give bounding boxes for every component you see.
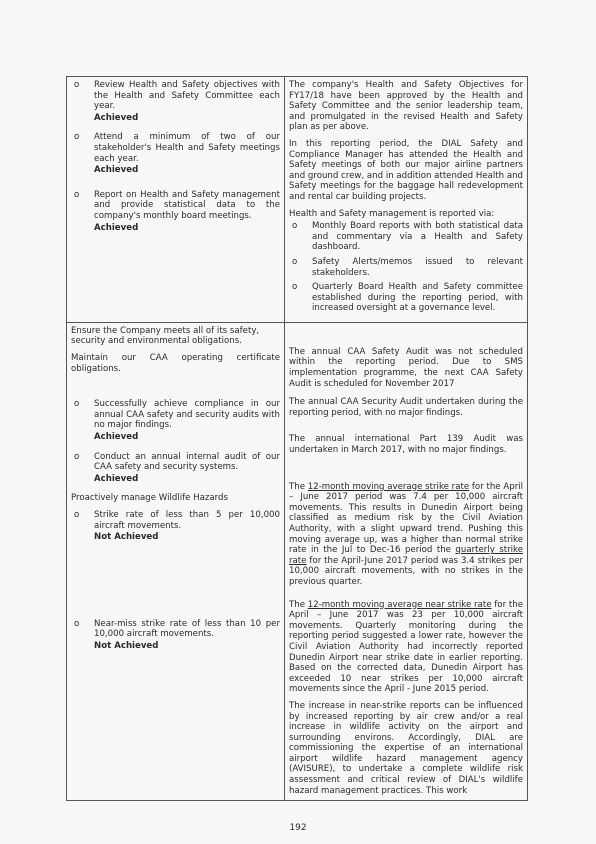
bullet-icon: o — [74, 451, 80, 462]
section-heading: Proactively manage Wildlife Hazards — [71, 493, 228, 504]
status-label: Achieved — [94, 165, 139, 176]
result-text: In this reporting period, the DIAL Safety and Compliance Manager has attended the Health and Safety meetings of both our major airline partners and ground crew, and in addition attended Health and Safety meetings for the baggage hall redevelopment and rental car building projects. — [289, 138, 523, 202]
bullet-icon: o — [74, 189, 80, 200]
status-label: Not Achieved — [94, 640, 159, 651]
status-label: Achieved — [94, 473, 139, 484]
table-row — [67, 77, 528, 323]
text-run: The — [289, 481, 308, 492]
underlined-term: quarterly strike rate — [289, 545, 523, 566]
results-cell — [285, 77, 528, 323]
objectives-table — [66, 76, 528, 801]
text-run: for the April-June 2017 period was 3.4 strikes per 10,000 aircraft movements, with no strikes in the previous quarter. — [289, 555, 523, 587]
objectives-cell — [67, 77, 285, 323]
text-run: for the April – June 2017 was 23 per 10,000 aircraft movements. Quarterly monitoring during the reporting period suggested a lower rate, however the Civil Aviation Authority had incorrectly reported Dunedin Airport near strike date in earlier reporting. Based on the corrected data, Dunedin Airport has exceeded 10 near strikes per 10,000 aircraft movements since the April - June 2015 period. — [289, 599, 523, 695]
objective-text: Strike rate of less than 5 per 10,000 aircraft movements. — [94, 510, 280, 531]
status-label: Achieved — [94, 222, 139, 233]
bullet-icon: o — [74, 510, 80, 520]
bullet-icon: o — [292, 256, 298, 267]
results-cell — [285, 322, 528, 800]
list-item — [289, 221, 523, 253]
list-item — [71, 399, 280, 442]
underlined-term: 12-month moving average near strike rate — [307, 599, 492, 610]
objective-text: Maintain our CAA operating certificate obligations. — [71, 353, 280, 374]
status-label: Achieved — [94, 112, 139, 123]
text-run: for the April – June 2017 period was 7.4 per 10,000 aircraft movements. This results in Dunedin Airport being classified as medium risk by the Civil Aviation Authority, with a slight upward trend. Pushing this moving average up, was a higher than normal strike rate in the Jul to Dec-16 period the — [289, 481, 524, 556]
bullet-icon: o — [74, 618, 80, 629]
table-row — [67, 322, 528, 800]
list-item — [71, 132, 280, 175]
section-heading: Ensure the Company meets all of its safety, security and environmental obligations. — [71, 325, 260, 347]
result-text: The company's Health and Safety Objectives for FY17/18 have been approved by the Health and Safety Committee and the senior leadership team, and promulgated in the revised Health and Safety plan as per above. — [289, 80, 523, 133]
bullet-icon: o — [292, 221, 298, 232]
near-strike-text-continued: The increase in near-strike reports can be influenced by increased reporting by air crew and/or a real increase in wildlife activity on the airport and surrounding environs. Accordingly, DIAL are commissioning the expertise of an international airport wildlife hazard management agency (AVISURE), to undertake a complete wildlife risk assessment and critical review of DIAL's wildlife hazard management practices. This work — [289, 700, 523, 796]
objectives-cell — [67, 322, 285, 800]
underlined-term: 12-month moving average strike rate — [307, 481, 470, 492]
list-item — [71, 452, 280, 485]
result-bullet-text: Quarterly Board Health and Safety committee established during the reporting period, with increased oversight at a governance level. — [312, 282, 523, 314]
objective-text: Report on Health and Safety management and provide statistical data to the company's monthly board meetings. — [94, 189, 280, 221]
result-text: The annual CAA Safety Audit was not scheduled within the reporting period. Due to SMS implementation programme, the next CAA Safety Audit is scheduled for November 2017 — [289, 346, 523, 389]
strike-rate-text — [289, 482, 523, 588]
status-label: Achieved — [94, 432, 139, 443]
objective-text: Near-miss strike rate of less than 10 per 10,000 aircraft movements. — [94, 618, 280, 640]
list-item — [289, 257, 523, 278]
text-run: The — [289, 599, 308, 610]
list-item — [71, 619, 280, 652]
objective-text: Conduct an annual internal audit of our CAA safety and security systems. — [94, 451, 280, 473]
status-label: Not Achieved — [94, 532, 159, 543]
result-text: The annual CAA Security Audit undertaken during the reporting period, with no major findings. — [289, 397, 523, 418]
objective-text: Review Health and Safety objectives with the Health and Safety Committee each year. — [94, 80, 280, 112]
result-bullet-text: Safety Alerts/memos issued to relevant stakeholders. — [312, 256, 523, 278]
list-item — [71, 510, 280, 543]
objective-text: Attend a minimum of two of our stakeholder's Health and Safety meetings each year. — [94, 132, 280, 164]
objective-text: Successfully achieve compliance in our annual CAA safety and security audits with no major findings. — [94, 399, 280, 431]
page-number: 192 — [289, 823, 307, 833]
list-item — [71, 190, 280, 233]
result-bullet-text: Monthly Board reports with both statistical data and commentary via a Health and Safety dashboard. — [312, 221, 523, 253]
bullet-icon: o — [74, 132, 80, 143]
near-strike-text — [289, 600, 523, 695]
result-intro: Health and Safety management is reported via: — [289, 208, 495, 219]
list-item — [289, 282, 523, 314]
bullet-icon: o — [74, 399, 80, 410]
bullet-icon: o — [292, 282, 298, 293]
list-item — [71, 80, 280, 123]
result-text: The annual international Part 139 Audit was undertaken in March 2017, with no major findings. — [289, 434, 523, 456]
bullet-icon: o — [74, 80, 80, 90]
result-bullet-list — [289, 221, 523, 314]
